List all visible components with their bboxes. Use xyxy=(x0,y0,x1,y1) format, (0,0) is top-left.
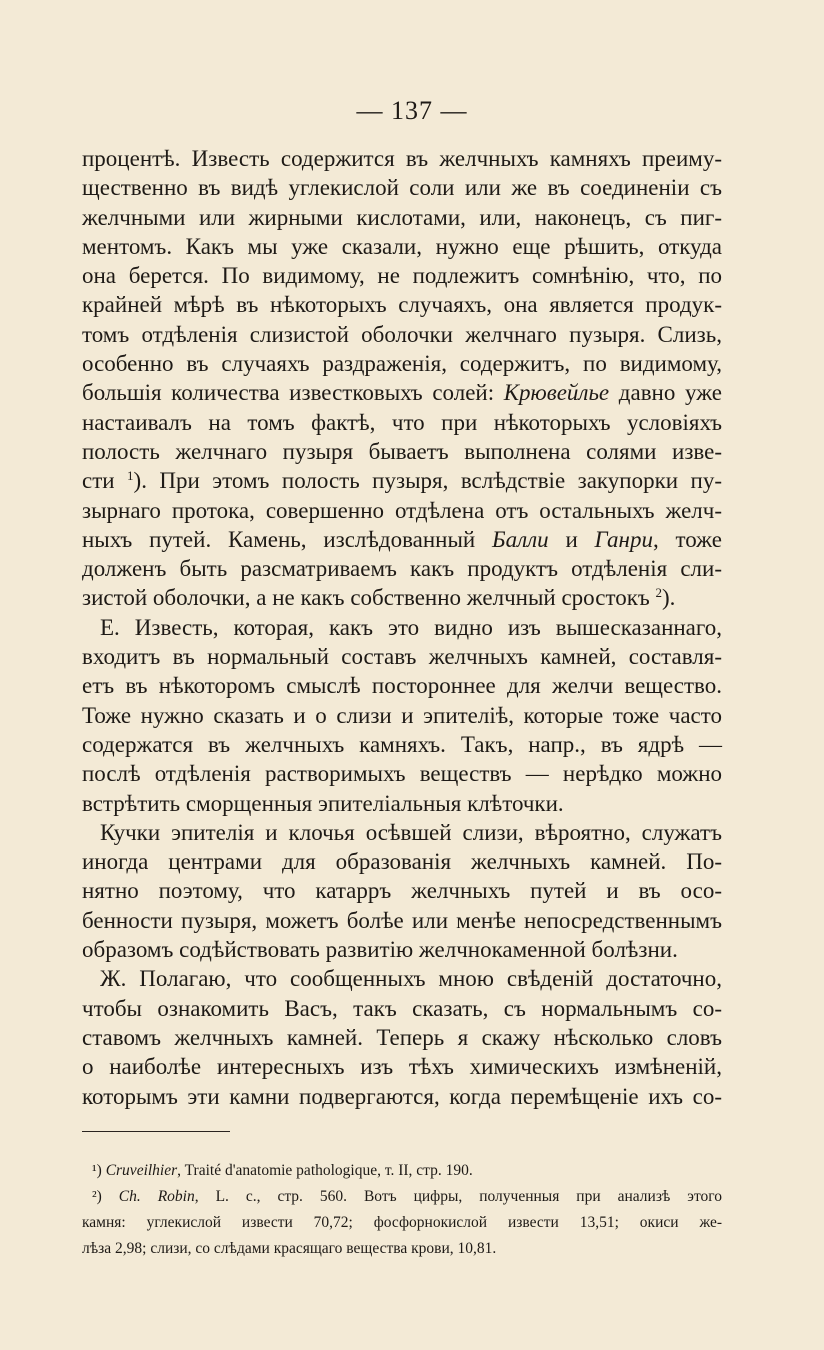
text-line: долженъ быть разсматриваемъ какъ продуктъ отдѣленія сли- xyxy=(82,556,722,582)
citation-text: , Traité d'anatomie pathologique, т. II, стр. 190. xyxy=(177,1162,473,1179)
text-line: Ж. Полагаю, что сообщенныхъ мною свѣденій достаточно, xyxy=(100,966,722,992)
text-line: желчными или жирными кислотами, или, наконецъ, съ пиг- xyxy=(82,204,722,230)
text-fragment: ). xyxy=(662,585,676,611)
text-line: ментомъ. Какъ мы уже сказали, нужно еще рѣшить, откуда xyxy=(82,233,722,259)
footnote-reference: 2 xyxy=(655,585,663,601)
text-line: о наиболѣе интересныхъ изъ тѣхъ химическихъ измѣненій, xyxy=(82,1054,722,1080)
text-line: входитъ въ нормальный составъ желчныхъ камней, составля- xyxy=(82,644,722,670)
cited-author: Cruveilhier xyxy=(105,1162,178,1179)
text-fragment: давно уже xyxy=(609,380,722,406)
text-fragment: ныхъ путей. Камень, изслѣдованный xyxy=(82,526,493,552)
body-text xyxy=(82,144,722,1111)
text-line: бенности пузыря, можетъ болѣе или менѣе непосредственнымъ xyxy=(82,907,722,933)
text-line: процентѣ. Известь содержится въ желчныхъ камняхъ преиму- xyxy=(82,146,722,171)
footnote-reference: 1 xyxy=(127,468,134,484)
text-line: етъ въ нѣкоторомъ смыслѣ постороннее для желчи вещество. xyxy=(82,673,722,699)
text-line: Тоже нужно сказать и о слизи и эпителіѣ, которые тоже часто xyxy=(82,702,722,728)
text-line: чтобы ознакомить Васъ, такъ сказать, съ нормальнымъ со- xyxy=(82,995,722,1021)
text-fragment: зистой оболочки, а не какъ собственно желчный сростокъ xyxy=(82,585,656,611)
text-line: щественно въ видѣ углекислой соли или же въ соединеніи съ xyxy=(82,175,722,201)
author-name: Ганри xyxy=(594,526,653,552)
text-line: особенно въ случаяхъ раздраженія, содержитъ, по видимому, xyxy=(82,351,722,377)
footnotes xyxy=(82,1158,722,1262)
author-name: Балли xyxy=(492,526,549,552)
footnote-line: лѣза 2,98; слизи, со слѣдами красящаго вещества крови, 10,81. xyxy=(82,1240,497,1257)
text-line: зырнаго протока, совершенно отдѣлена отъ остальныхъ желч- xyxy=(82,497,722,523)
footnote-marker: ¹) xyxy=(92,1162,102,1179)
text-line: крайней мѣрѣ въ нѣкоторыхъ случаяхъ, она является продук- xyxy=(82,292,722,318)
text-line: Е. Известь, которая, какъ это видно изъ вышесказаннаго, xyxy=(100,614,722,640)
text-line: послѣ отдѣленія растворимыхъ веществъ — нерѣдко можно xyxy=(82,761,722,787)
text-line: настаивалъ на томъ фактѣ, что при нѣкоторыхъ условіяхъ xyxy=(82,409,722,435)
footnote-divider xyxy=(82,1131,230,1132)
text-fragment: , тоже xyxy=(652,526,722,552)
author-name: Крювейлье xyxy=(503,380,610,406)
footnote-2 xyxy=(82,1184,722,1210)
footnote-1 xyxy=(82,1158,722,1184)
text-line: Кучки эпителія и клочья осѣвшей слизи, вѣроятно, служатъ xyxy=(100,819,722,845)
text-line: нятно поэтому, что катарръ желчныхъ путей и въ осо- xyxy=(82,878,722,904)
text-line: ставомъ желчныхъ камней. Теперь я скажу нѣсколько словъ xyxy=(82,1024,722,1050)
text-fragment: и xyxy=(548,526,595,552)
text-line: которымъ эти камни подвергаются, когда перемѣщеніе ихъ со- xyxy=(82,1083,722,1109)
text-line: томъ отдѣленія слизистой оболочки желчнаго пузыря. Слизь, xyxy=(82,321,722,347)
text-line xyxy=(82,466,722,495)
cited-author: Ch. Robin xyxy=(118,1188,195,1205)
text-line: встрѣтить сморщенныя эпителіальныя клѣточки. xyxy=(82,790,564,816)
text-line xyxy=(82,583,722,612)
text-line xyxy=(82,378,722,407)
text-line: полость желчнаго пузыря бываетъ выполнена солями изве- xyxy=(82,438,722,464)
text-fragment: большія количества известковыхъ солей: xyxy=(82,380,504,406)
text-fragment: сти xyxy=(82,468,128,494)
citation-text: , L. c., стр. 560. Вотъ цифры, полученныя при анализѣ этого xyxy=(194,1188,723,1205)
text-line: иногда центрами для образованія желчныхъ камней. По- xyxy=(82,849,722,875)
text-line xyxy=(82,525,722,554)
footnote-line: камня: углекислой извести 70,72; фосфорнокислой извести 13,51; окиси же- xyxy=(82,1214,722,1231)
text-line: образомъ содѣйствовать развитію желчнокаменной болѣзни. xyxy=(82,937,678,963)
text-line: она берется. По видимому, не подлежитъ сомнѣнію, что, по xyxy=(82,263,722,289)
text-fragment: ). При этомъ полость пузыря, вслѣдствіе закупорки пу- xyxy=(133,468,722,494)
page-number: — 137 — xyxy=(356,96,468,125)
footnote-marker: ²) xyxy=(92,1188,102,1205)
text-line: содержатся въ желчныхъ камняхъ. Такъ, напр., въ ядрѣ — xyxy=(82,731,722,757)
